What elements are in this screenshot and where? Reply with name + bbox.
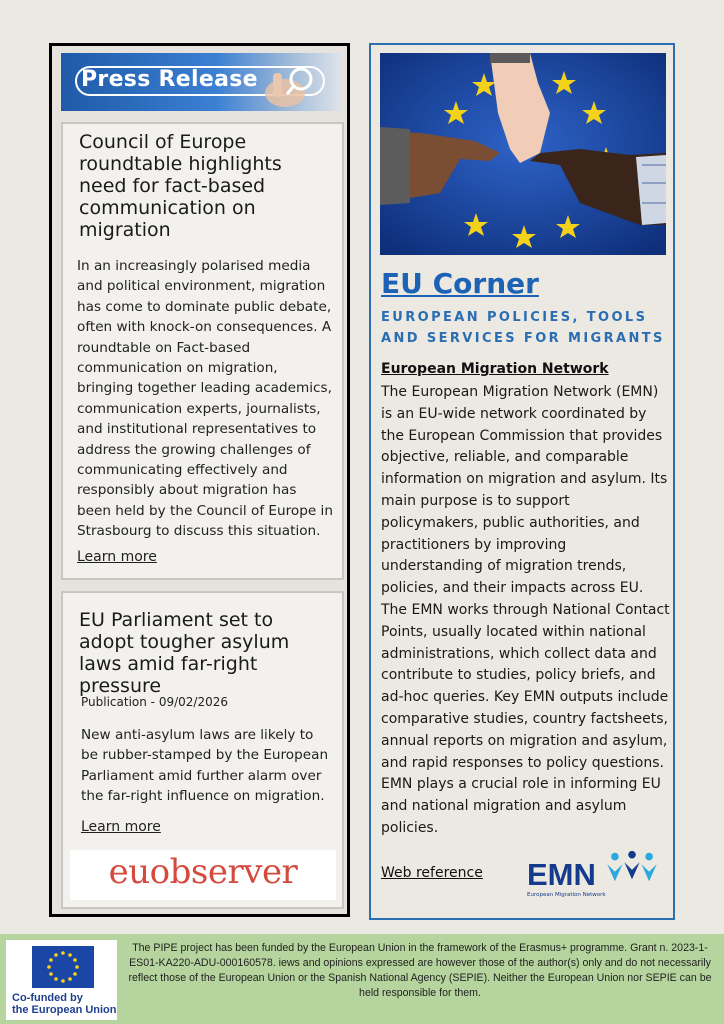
- article-body: In an increasingly polarised media and political environment, migration has come to dominate public debate, often with knock-on consequences. A roundtable on Fact-based communication on migration, bringing together leading academics, communication experts, journalists, and institutional representatives to address the growing challenges of communicating effectively and responsibly about migration has been held by the Council of Europe in Strasbourg to discuss this situation.: [77, 258, 333, 540]
- euobserver-wordmark: euobserver: [108, 852, 298, 892]
- article-card-council: [61, 122, 344, 580]
- emn-logo: [525, 851, 661, 903]
- publication-date: Publication - 09/02/2026: [81, 695, 228, 709]
- article-title: Council of Europe roundtable highlights need for fact-based communication on migration: [79, 131, 282, 241]
- cofunded-line1: Co-funded by: [12, 992, 83, 1004]
- press-release-banner: [61, 53, 342, 111]
- funding-disclaimer: The PIPE project has been funded by the European Union in the framework of the Erasmus+ programme. Grant n. 2023-1-ES01-KA220-ADU-000160578. iews and opinions expressed are however those of the author(s) only and do not necessarily reflect those of the European Union or the Spanish National Agency (SEPIE). Neither the European Union nor SEPIE can be held responsible for them.: [128, 942, 712, 999]
- emn-body: The European Migration Network (EMN) is an EU-wide network coordinated by the European Commission that provides objective, reliable, and comparable information on migration and asylum. Its main purpose is to support policymakers, public authorities, and practitioners by improving understanding of migration trends, policies, and their impacts across EU. The EMN works through National Contact Points, usually located within national administrations, which collect data and contribute to studies, policy briefs, and ad-hoc queries. Key EMN outputs include comparative studies, country factsheets, annual reports on migration and asylum, and rapid responses to policy questions. EMN plays a crucial role in informing EU and national migration and asylum policies.: [381, 384, 670, 836]
- eu-hands-photo: [380, 53, 666, 255]
- emn-logo-text: EMN: [527, 857, 596, 892]
- learn-more-link[interactable]: Learn more: [81, 819, 161, 835]
- learn-more-link[interactable]: Learn more: [77, 549, 157, 565]
- article-title: EU Parliament set to adopt tougher asylum laws amid far-right pressure: [79, 609, 290, 697]
- eu-corner-panel: [369, 43, 675, 920]
- eu-corner-title: EU Corner: [381, 267, 539, 300]
- emn-heading: European Migration Network: [381, 361, 609, 377]
- news-panel: [49, 43, 350, 917]
- magnifier-icon: [261, 57, 323, 109]
- article-body: New anti-asylum laws are likely to be rubber-stamped by the European Parliament amid further alarm over the far-right influence on migration.: [81, 727, 329, 805]
- eu-flag-icon: [32, 946, 94, 988]
- eu-corner-subtitle: EUROPEAN POLICIES, TOOLS AND SERVICES FOR MIGRANTS: [381, 310, 665, 346]
- cofunded-line2: the European Union: [12, 1004, 117, 1016]
- emn-people-icon: [603, 849, 661, 887]
- euobserver-logo: [70, 850, 336, 900]
- press-release-label: Press Release: [81, 67, 258, 92]
- emn-logo-caption: European Migration Network: [527, 892, 606, 898]
- cofunded-label: [12, 992, 117, 1016]
- article-card-parliament: [61, 591, 344, 909]
- footer: [0, 934, 724, 1024]
- web-reference-link[interactable]: Web reference: [381, 865, 483, 881]
- cofunded-eu-logo: [6, 940, 117, 1020]
